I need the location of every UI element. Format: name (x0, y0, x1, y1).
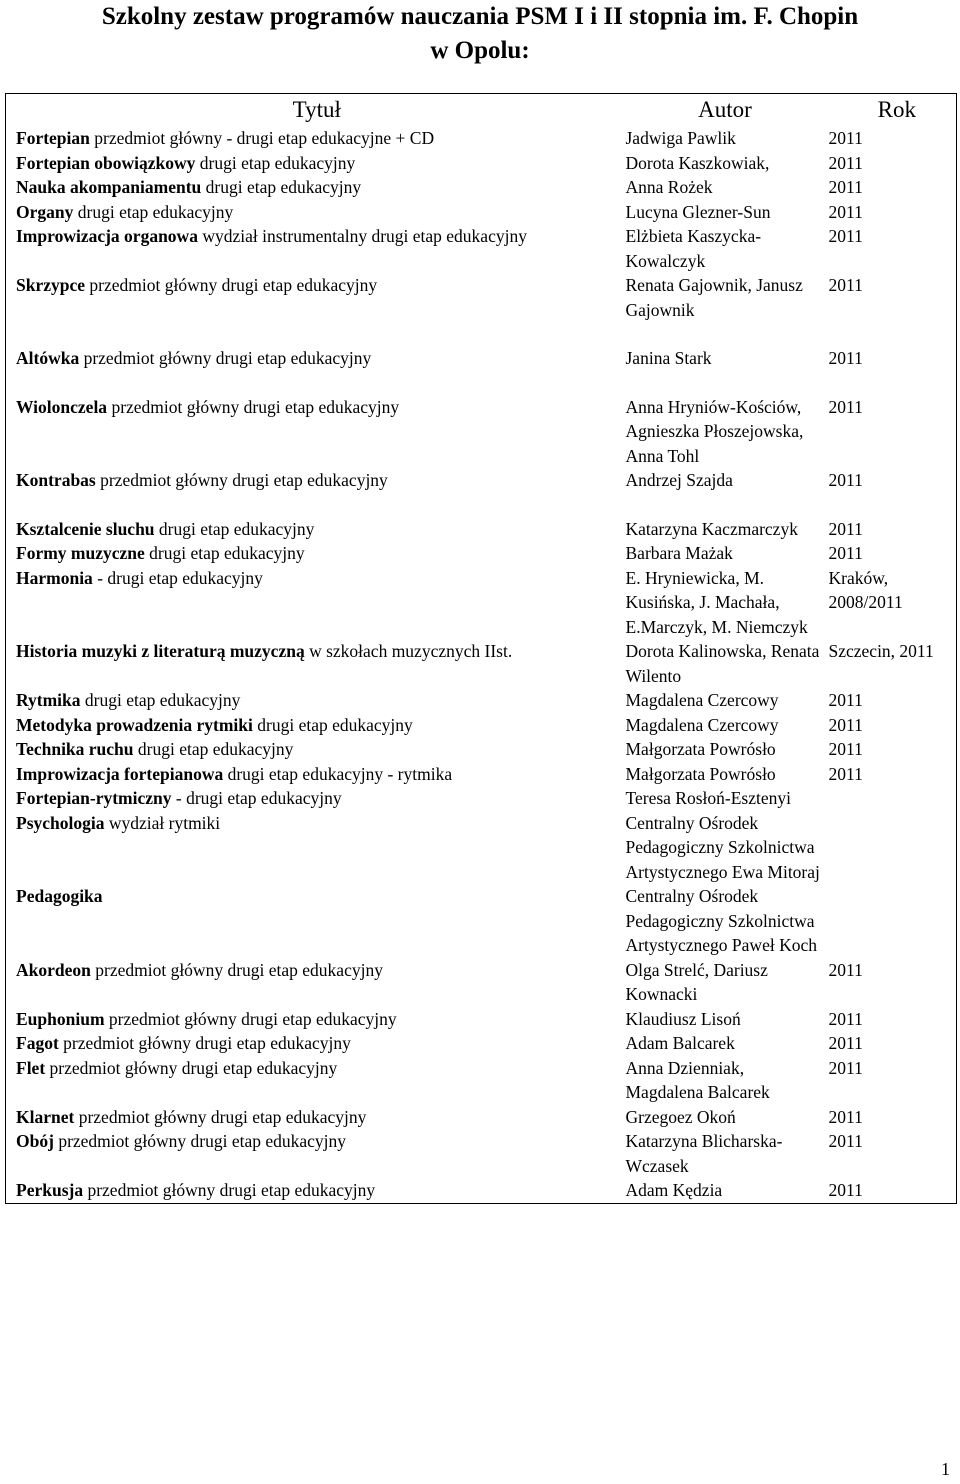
row-description: przedmiot główny drugi etap edukacyjny (95, 470, 388, 490)
table-row (6, 566, 957, 640)
table-row (6, 713, 957, 738)
row-author: Magdalena Czercowy (625, 714, 779, 735)
table-row (6, 786, 957, 811)
row-subject: Fortepian-rytmiczny (16, 788, 172, 808)
row-year (823, 786, 957, 811)
row-subject: Formy muzyczne (16, 543, 145, 563)
table-row (6, 395, 957, 469)
row-description: drugi etap edukacyjny (154, 518, 315, 539)
table-row (6, 884, 957, 958)
row-subject: Euphonium (16, 1008, 105, 1029)
row-title (6, 762, 618, 787)
row-subject: Technika ruchu (16, 739, 134, 759)
row-author: Lucyna Glezner-Sun (625, 201, 771, 222)
row-year: Szczecin, 2011 (828, 641, 934, 661)
table-row (6, 541, 957, 566)
row-subject: Obój (16, 1131, 54, 1151)
row-year: 2011 (828, 1057, 863, 1078)
table-row (6, 1056, 957, 1105)
row-title (6, 713, 618, 738)
row-author: Barbara Mażak (625, 543, 733, 563)
row-subject: Fagot (16, 1033, 59, 1053)
row-author: Elżbieta Kaszycka-Kowalczyk (625, 226, 762, 271)
table-row (6, 224, 957, 273)
table-row (6, 346, 957, 395)
row-year (823, 884, 957, 958)
row-year: 2011 (828, 226, 863, 246)
row-description: - drugi etap edukacyjny (171, 788, 342, 808)
row-title (6, 395, 618, 469)
row-title (6, 1105, 618, 1130)
row-year: 2011 (828, 128, 863, 148)
row-year: 2011 (828, 396, 863, 417)
row-description: drugi etap edukacyjny (252, 714, 413, 735)
row-subject: Pedagogika (16, 886, 103, 906)
row-title (6, 346, 618, 395)
row-description: wydział instrumentalny drugi etap edukacyjny (197, 226, 527, 246)
row-title (6, 200, 618, 225)
row-subject: Fortepian (16, 128, 90, 148)
row-subject: Flet (16, 1057, 46, 1078)
row-year: 2011 (828, 1180, 863, 1200)
row-year: 2011 (828, 739, 863, 759)
row-author: Olga Strelć, Dariusz Kownacki (625, 959, 768, 1004)
row-title (6, 517, 618, 542)
row-title (6, 1178, 618, 1203)
row-year: 2011 (828, 1008, 863, 1029)
row-subject: Metodyka prowadzenia rytmiki (16, 714, 253, 735)
row-description: przedmiot główny drugi etap edukacyjny (90, 959, 383, 980)
table-row (6, 737, 957, 762)
row-title (6, 468, 618, 517)
row-title (6, 1129, 618, 1178)
row-description: przedmiot główny drugi etap edukacyjny (74, 1106, 367, 1127)
row-author: Grzegoez Okoń (625, 1106, 736, 1127)
row-title (6, 1056, 618, 1105)
row-description: - drugi etap edukacyjny (92, 567, 263, 588)
row-description: drugi etap edukacyjny (195, 152, 356, 173)
row-author: Andrzej Szajda (625, 470, 733, 490)
row-subject: Perkusja (16, 1180, 84, 1200)
row-year: 2011 (828, 690, 863, 710)
row-year: 2011 (828, 543, 863, 563)
row-title (6, 1031, 618, 1056)
row-year: Kraków, 2008/2011 (828, 567, 903, 612)
row-year: 2011 (828, 275, 863, 295)
row-title (6, 273, 618, 346)
row-description: przedmiot główny drugi etap edukacyjny (107, 396, 400, 417)
row-year: 2011 (828, 1131, 863, 1151)
row-title (6, 639, 618, 688)
row-subject: Nauka akompaniamentu (16, 177, 202, 197)
row-subject: Improwizacja organowa (16, 226, 198, 246)
row-title (6, 786, 618, 811)
row-description: przedmiot główny - drugi etap edukacyjne + CD (89, 128, 435, 148)
row-description: drugi etap edukacyjny (133, 739, 294, 759)
row-year: 2011 (828, 177, 863, 197)
table-row (6, 688, 957, 713)
row-subject: Ksztalcenie sluchu (16, 518, 155, 539)
row-description: wydział rytmiki (104, 812, 221, 833)
row-author: Centralny Ośrodek Pedagogiczny Szkolnictwa Artystycznego Paweł Koch (625, 886, 817, 955)
row-year: 2011 (828, 1106, 863, 1127)
row-title (6, 688, 618, 713)
row-description: przedmiot główny drugi etap edukacyjny (79, 348, 372, 368)
row-author: Klaudiusz Lisoń (625, 1008, 741, 1029)
row-title (6, 175, 618, 200)
row-year: 2011 (828, 714, 863, 735)
row-title (6, 224, 618, 273)
row-description: drugi etap edukacyjny - rytmika (223, 763, 453, 784)
row-author: Renata Gajownik, Janusz Gajownik (625, 275, 803, 320)
row-author: Katarzyna Blicharska-Wczasek (625, 1131, 783, 1176)
row-description: w szkołach muzycznych IIst. (304, 641, 513, 661)
row-title (6, 884, 618, 958)
row-description: przedmiot główny drugi etap edukacyjny (58, 1033, 351, 1053)
row-title (6, 151, 618, 176)
row-year: 2011 (828, 518, 863, 539)
row-description: przedmiot główny drugi etap edukacyjny (104, 1008, 397, 1029)
header-title: Tytuł (292, 97, 341, 122)
row-year: 2011 (828, 470, 863, 490)
table-row (6, 175, 957, 200)
programs-table (5, 93, 957, 1204)
row-subject: Kontrabas (16, 470, 96, 490)
table-header-row (6, 94, 957, 127)
row-year (823, 811, 957, 885)
row-subject: Psychologia (16, 812, 105, 833)
row-author: Janina Stark (625, 348, 712, 368)
table-row (6, 639, 957, 688)
header-author: Autor (698, 97, 752, 122)
row-year: 2011 (828, 763, 863, 784)
document-title (0, 0, 960, 68)
row-author: Jadwiga Pawlik (625, 128, 736, 148)
table-row (6, 958, 957, 1007)
row-year: 2011 (828, 348, 863, 368)
row-title (6, 566, 618, 640)
row-subject: Historia muzyki z literaturą muzyczną (16, 641, 305, 661)
table-row (6, 468, 957, 517)
row-title (6, 1007, 618, 1032)
row-description: drugi etap edukacyjny (201, 177, 362, 197)
title-line-2: w Opolu: (430, 37, 530, 64)
row-year: 2011 (828, 959, 863, 980)
table-row (6, 1105, 957, 1130)
row-subject: Improwizacja fortepianowa (16, 763, 224, 784)
row-year: 2011 (828, 152, 863, 173)
row-description: drugi etap edukacyjny (73, 201, 234, 222)
row-author: Anna Rożek (625, 177, 713, 197)
table-row (6, 1007, 957, 1032)
row-title (6, 958, 618, 1007)
row-author: Teresa Rosłoń-Esztenyi (625, 788, 791, 808)
table-row (6, 811, 957, 885)
table-row (6, 1178, 957, 1203)
row-author: Małgorzata Powrósło (625, 739, 776, 759)
row-author: Anna Hryniów-Kościów, Agnieszka Płoszejowska, Anna Tohl (625, 396, 804, 466)
row-description: drugi etap edukacyjny (144, 543, 305, 563)
header-year: Rok (877, 97, 916, 122)
row-description: drugi etap edukacyjny (80, 690, 241, 710)
row-subject: Akordeon (16, 959, 91, 980)
table-row (6, 1129, 957, 1178)
row-title (6, 811, 618, 885)
row-subject: Klarnet (16, 1106, 75, 1127)
page-number: 1 (941, 1459, 950, 1479)
table-row (6, 151, 957, 176)
row-year: 2011 (828, 1033, 863, 1053)
row-author: Małgorzata Powrósło (625, 763, 776, 784)
table-row (6, 1031, 957, 1056)
row-subject: Wiolonczela (16, 396, 108, 417)
table-row (6, 273, 957, 346)
table-row (6, 200, 957, 225)
table-row (6, 762, 957, 787)
row-author: Centralny Ośrodek Pedagogiczny Szkolnictwa Artystycznego Ewa Mitoraj (625, 812, 820, 882)
row-author: Magdalena Czercowy (625, 690, 779, 710)
row-subject: Fortepian obowiązkowy (16, 152, 196, 173)
row-subject: Rytmika (16, 690, 81, 710)
row-description: przedmiot główny drugi etap edukacyjny (85, 275, 378, 295)
table-row (6, 517, 957, 542)
row-year: 2011 (828, 201, 863, 222)
row-author: Dorota Kaszkowiak, (625, 152, 770, 173)
row-description: przedmiot główny drugi etap edukacyjny (45, 1057, 338, 1078)
row-author: Adam Balcarek (625, 1033, 735, 1053)
row-subject: Skrzypce (16, 275, 86, 295)
row-description: przedmiot główny drugi etap edukacyjny (83, 1180, 376, 1200)
row-title (6, 541, 618, 566)
row-author: Adam Kędzia (625, 1180, 723, 1200)
title-line-1: Szkolny zestaw programów nauczania PSM I i II stopnia im. F. Chopin (101, 3, 859, 30)
row-author: Anna Dzienniak, Magdalena Balcarek (625, 1057, 770, 1102)
row-author: E. Hryniewicka, M. Kusińska, J. Machała, E.Marczyk, M. Niemczyk (625, 567, 808, 637)
row-subject: Organy (16, 201, 74, 222)
row-author: Dorota Kalinowska, Renata Wilento (625, 641, 820, 686)
table-row (6, 126, 957, 151)
row-description: przedmiot główny drugi etap edukacyjny (53, 1131, 347, 1151)
row-title (6, 126, 618, 151)
table-body (6, 126, 957, 1203)
row-subject: Harmonia (16, 567, 93, 588)
row-title (6, 737, 618, 762)
row-author: Katarzyna Kaczmarczyk (625, 518, 798, 539)
row-subject: Altówka (16, 348, 80, 368)
